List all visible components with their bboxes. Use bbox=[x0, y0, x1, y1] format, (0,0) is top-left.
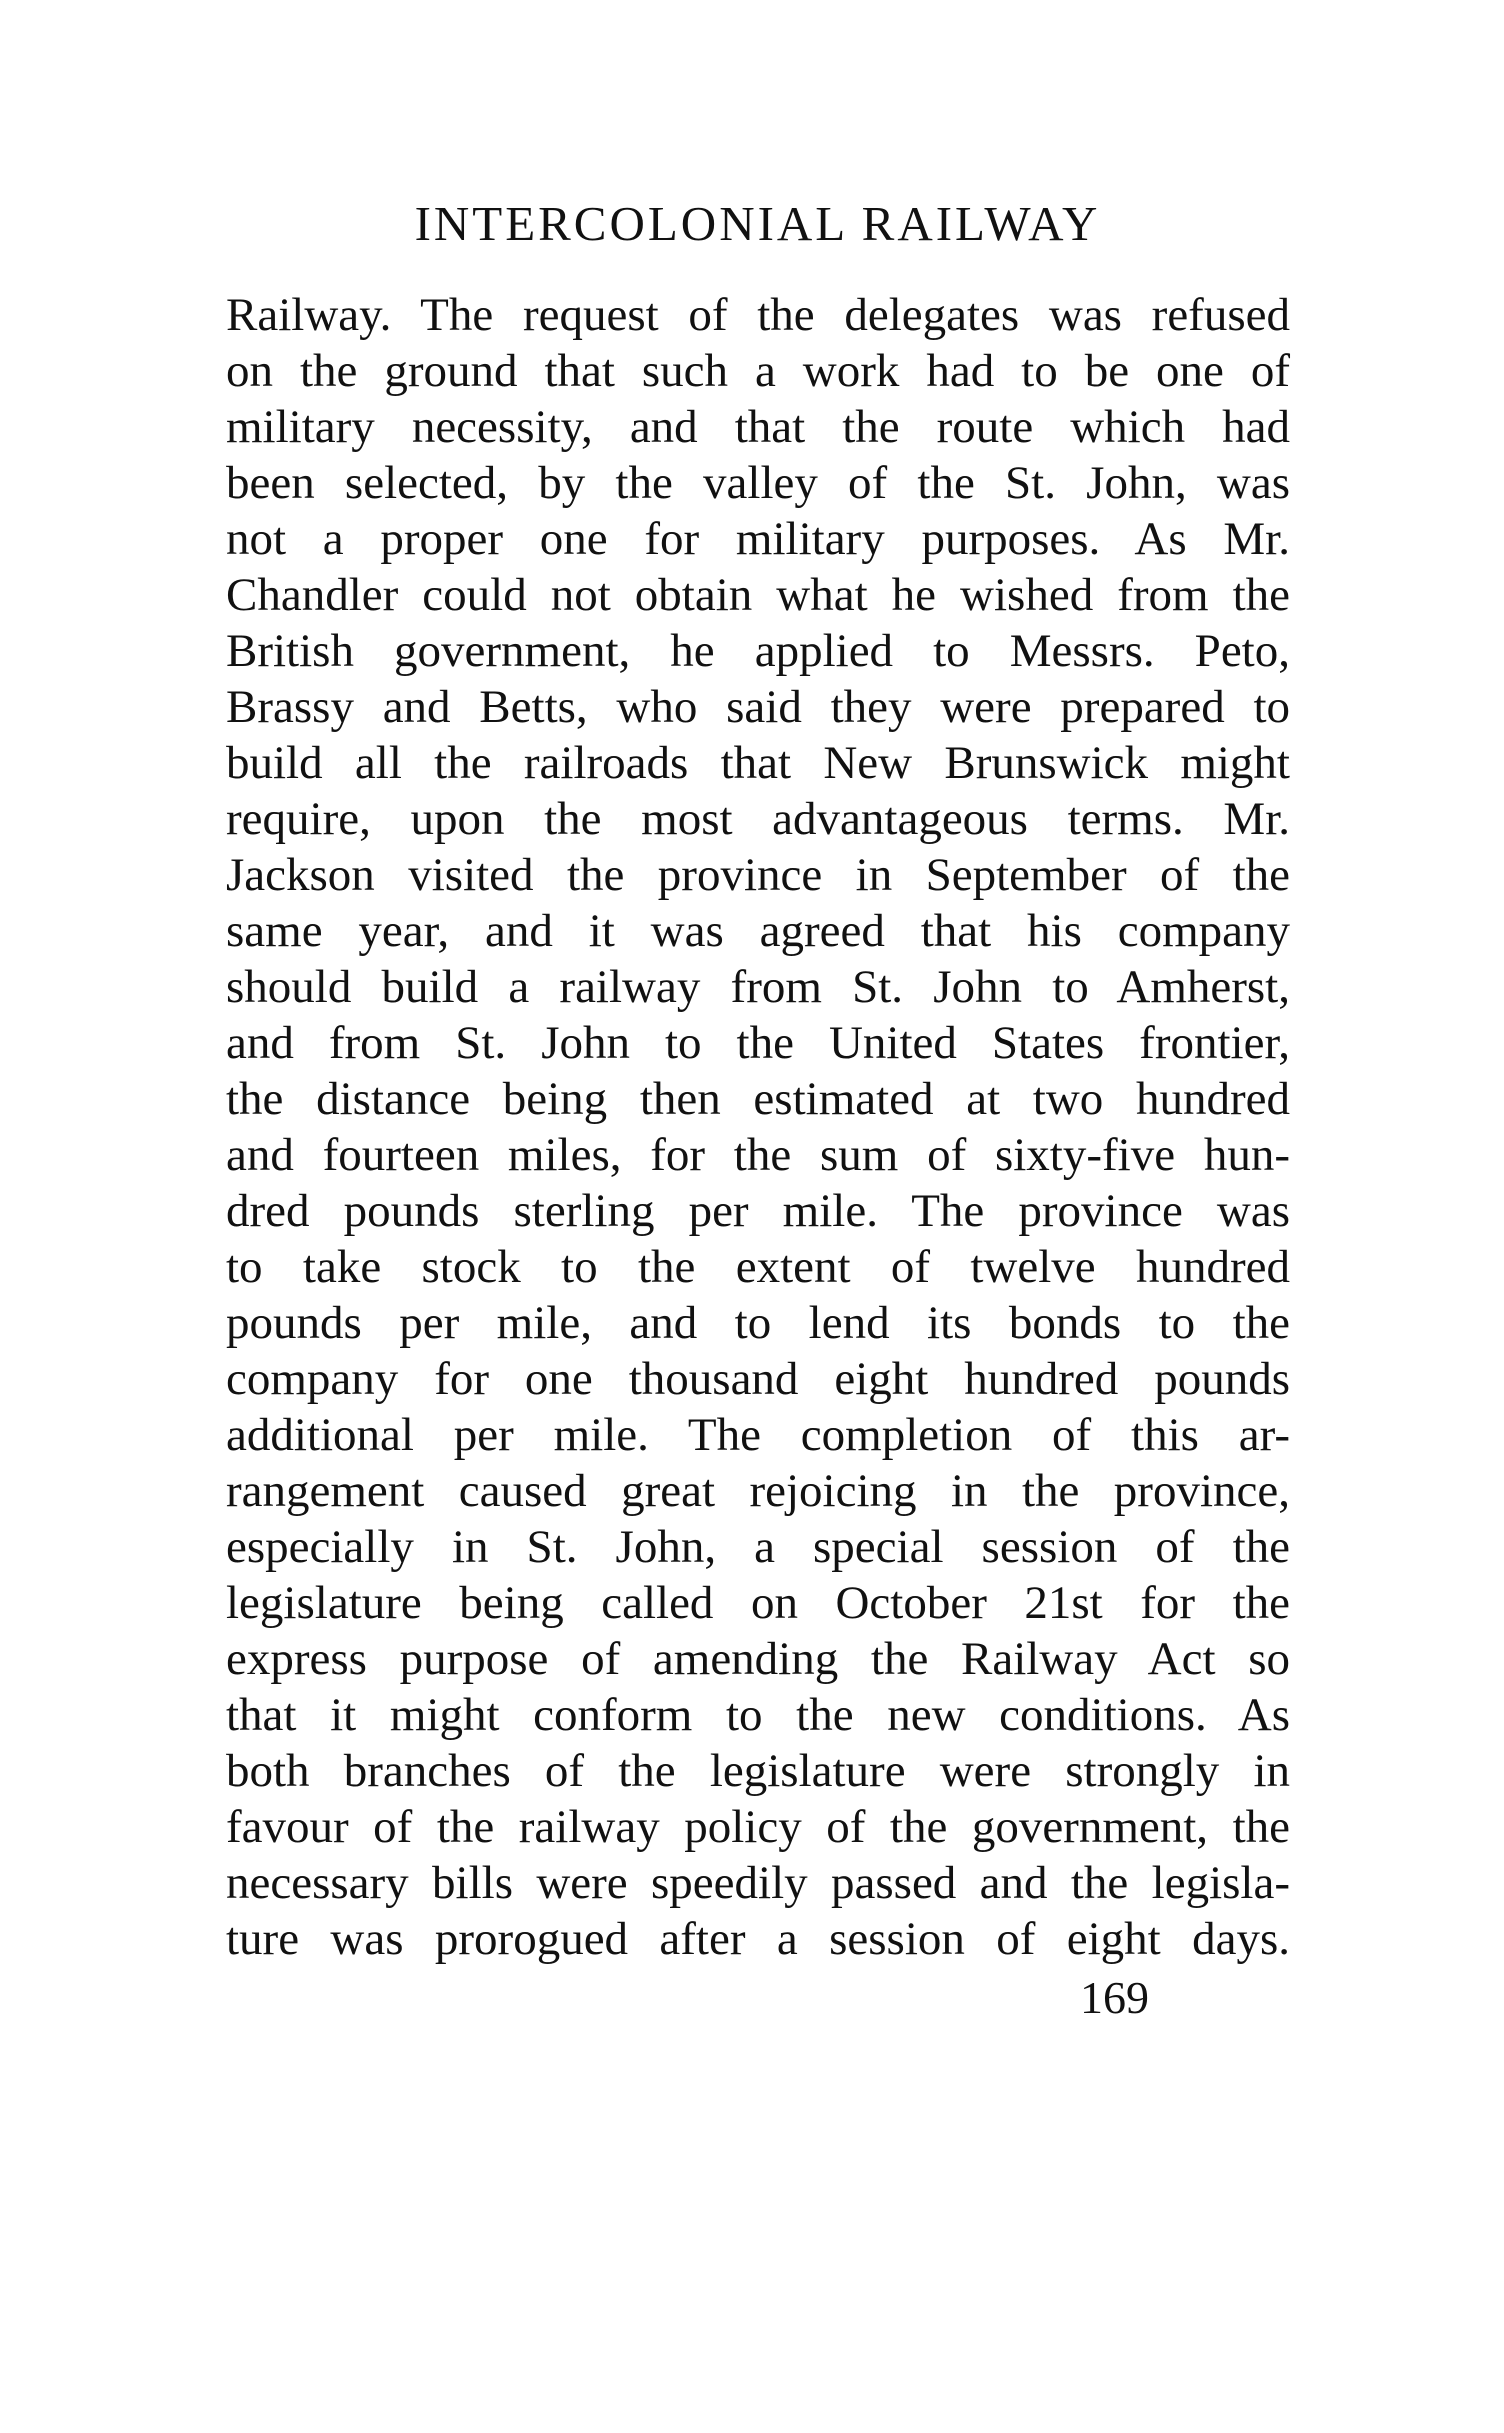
text-line: Brassy and Betts, who said they were prepared to bbox=[226, 681, 1290, 733]
text-line: and from St. John to the United States frontier, bbox=[226, 1017, 1290, 1069]
text-line: both branches of the legislature were strongly in bbox=[226, 1745, 1290, 1797]
text-line: pounds per mile, and to lend its bonds to the bbox=[226, 1297, 1290, 1349]
text-line: express purpose of amending the Railway Act so bbox=[226, 1633, 1290, 1685]
text-line: favour of the railway policy of the government, the bbox=[226, 1801, 1290, 1853]
text-line: British government, he applied to Messrs. Peto, bbox=[226, 625, 1290, 677]
text-line: ture was prorogued after a session of eight days. bbox=[226, 1913, 1290, 1965]
text-line: Railway. The request of the delegates was refused bbox=[226, 289, 1290, 341]
text-line: the distance being then estimated at two hundred bbox=[226, 1073, 1290, 1125]
text-line: not a proper one for military purposes. As Mr. bbox=[226, 513, 1290, 565]
text-line: should build a railway from St. John to Amherst, bbox=[226, 961, 1290, 1013]
text-line: been selected, by the valley of the St. John, was bbox=[226, 457, 1290, 509]
text-line: necessary bills were speedily passed and the legisla- bbox=[226, 1857, 1290, 1909]
text-line: and fourteen miles, for the sum of sixty-five hun- bbox=[226, 1129, 1290, 1181]
text-line: additional per mile. The completion of this ar- bbox=[226, 1409, 1290, 1461]
text-line: to take stock to the extent of twelve hundred bbox=[226, 1241, 1290, 1293]
body-text bbox=[226, 287, 1290, 1967]
text-line: legislature being called on October 21st for the bbox=[226, 1577, 1290, 1629]
text-line: company for one thousand eight hundred pounds bbox=[226, 1353, 1290, 1405]
running-head-title: INTERCOLONIAL RAILWAY bbox=[414, 196, 1101, 251]
page-number: 169 bbox=[1080, 1972, 1149, 2023]
text-line: Jackson visited the province in September of the bbox=[226, 849, 1290, 901]
text-line: that it might conform to the new conditions. As bbox=[226, 1689, 1290, 1741]
text-line: dred pounds sterling per mile. The province was bbox=[226, 1185, 1290, 1237]
text-line: military necessity, and that the route which had bbox=[226, 401, 1290, 453]
text-line: same year, and it was agreed that his company bbox=[226, 905, 1290, 957]
text-line: rangement caused great rejoicing in the province, bbox=[226, 1465, 1290, 1517]
text-line: on the ground that such a work had to be one of bbox=[226, 345, 1290, 397]
text-line: require, upon the most advantageous terms. Mr. bbox=[226, 793, 1290, 845]
text-line: especially in St. John, a special session of the bbox=[226, 1521, 1290, 1573]
text-line: build all the railroads that New Brunswick might bbox=[226, 737, 1290, 789]
text-line: Chandler could not obtain what he wished from the bbox=[226, 569, 1290, 621]
